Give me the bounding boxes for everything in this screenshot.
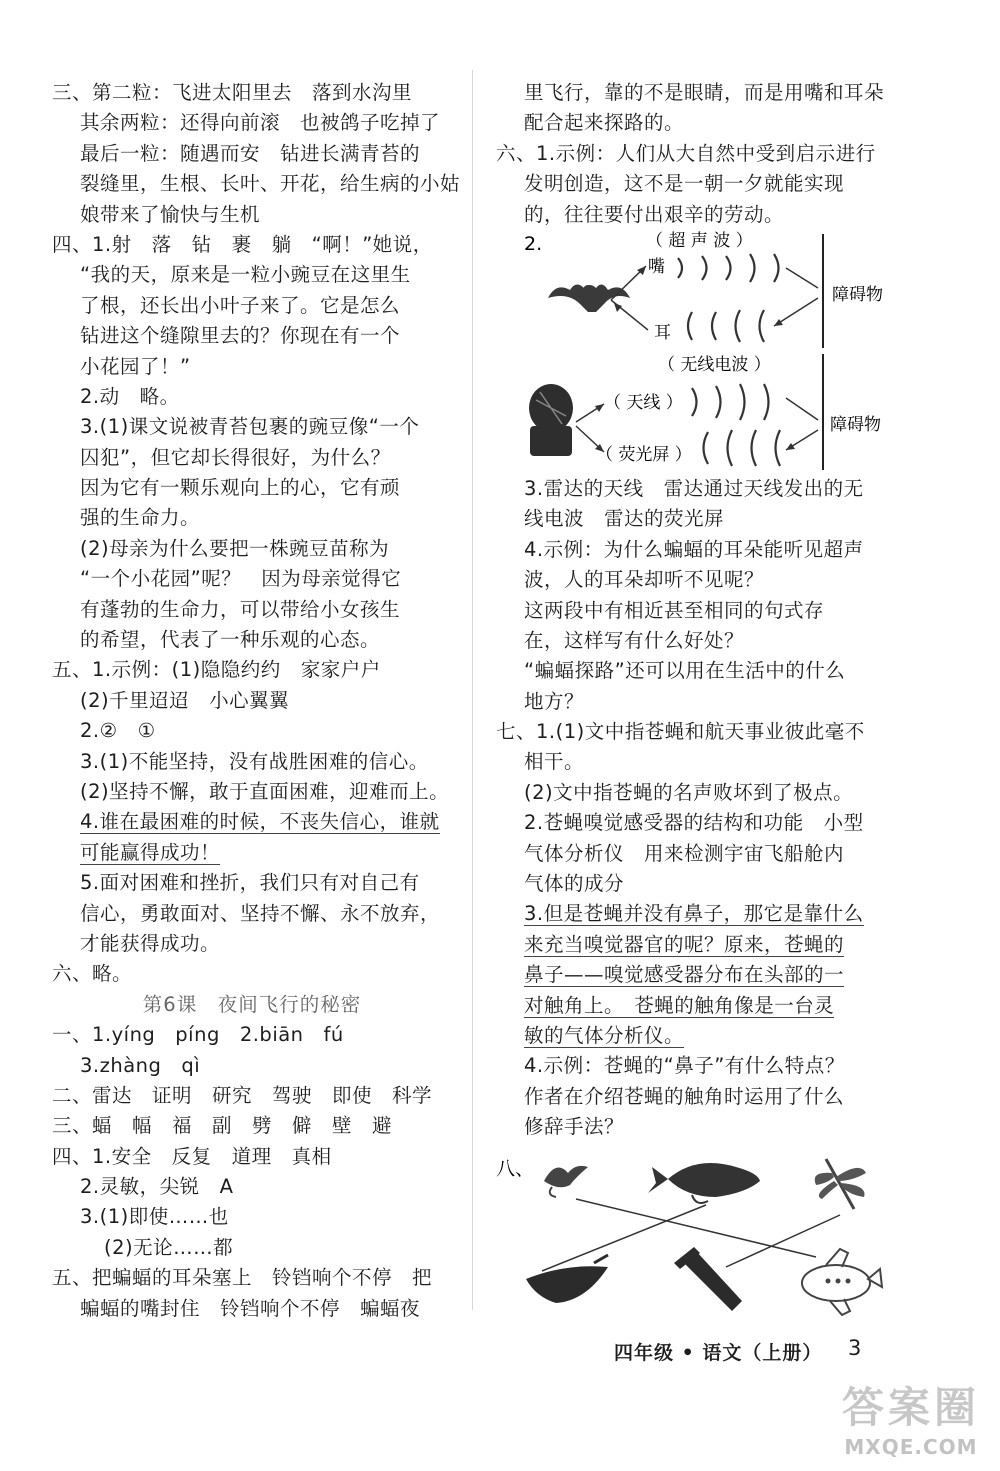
left-answer-line (52, 352, 452, 382)
right-answer-line (496, 778, 896, 808)
right-answer-line-text: 2.苍蝇嗅觉感受器的结构和功能 小型 (524, 811, 864, 835)
left-answer-line-text: 可能赢得成功！ (80, 840, 221, 864)
left-answer-line-text: “一个小花园”呢？ 因为母亲觉得它 (80, 567, 402, 591)
radio-wave-label: （ 无线电波 ） (658, 354, 771, 375)
left-answer-line-text: 信心，勇敢面对、坚持不懈、永不放弃， (80, 901, 441, 925)
left-answer-line (52, 230, 452, 260)
left-answer-line (52, 838, 452, 868)
right-answer-line-text: 六、1.示例：人们从大自然中受到启示进行 (496, 141, 876, 165)
right-answer-line (496, 200, 896, 230)
right-answer-line (496, 474, 896, 504)
right-answer-line (496, 139, 896, 169)
left-answer-line-text: 有蓬勃的生命力，可以带给小女孩生 (80, 597, 401, 621)
right-answer-line-text: 在，这样写有什么好处？ (524, 628, 745, 652)
left-answer-line-text: 三、蝠 幅 福 副 劈 僻 壁 避 (52, 1114, 393, 1138)
left-answer-line (52, 1202, 452, 1232)
boat-icon (526, 1255, 608, 1303)
right-answer-line-text: 这两段中有相近甚至相同的句式存 (524, 598, 825, 622)
bird-icon (544, 1165, 588, 1196)
left-answer-line (52, 1142, 452, 1172)
left-answer-line-text: 的希望，代表了一种乐观的心态。 (80, 628, 381, 652)
right-answer-line (496, 899, 896, 929)
left-column (52, 78, 461, 1324)
left-answer-line-text: 2.② ① (80, 719, 156, 743)
left-answer-line (52, 716, 452, 746)
screen-label: （ 荧光屏 ） (596, 444, 692, 465)
returning-waves (688, 310, 764, 342)
right-answer-line-text: 3.但是苍蝇并没有鼻子，那它是靠什么 (524, 902, 864, 926)
column-divider (472, 70, 473, 1310)
left-answer-line (52, 108, 452, 138)
left-answer-line-text: 其余两粒：还得向前滚 也被鸽子吃掉了 (80, 111, 441, 135)
right-answer-line-text: 配合起来探路的。 (524, 111, 685, 135)
bat-diagram (496, 230, 896, 352)
right-answer-line-text: 气体的成分 (524, 872, 625, 896)
radar-icon (529, 384, 573, 456)
returning-radio-waves (704, 430, 781, 466)
right-answer-line (496, 717, 896, 747)
left-answer-line (52, 1233, 452, 1263)
left-answer-line (52, 595, 452, 625)
left-answer-line-text: 六、略。 (52, 962, 133, 986)
right-answer-line-text: 线电波 雷达的荧光屏 (524, 507, 725, 531)
left-answer-line (52, 1294, 452, 1324)
left-answer-line-text: 三、第二粒：飞进太阳里去 落到水沟里 (52, 81, 413, 104)
left-answer-line-text: “我的天，原来是一粒小豌豆在这里生 (80, 263, 411, 287)
right-answer-line-text: 3.雷达的天线 雷达通过天线发出的无 (524, 476, 864, 500)
right-answer-line-text: 修辞手法？ (524, 1115, 625, 1139)
left-answer-line-text: 四、1.安全 反复 道理 真相 (52, 1144, 332, 1168)
left-answer-line (52, 777, 452, 807)
right-top-lines (496, 78, 896, 230)
left-answer-line (52, 503, 452, 533)
left-answer-line (52, 1081, 452, 1111)
left-answer-line-text: 2.灵敏，尖锐 A (80, 1175, 234, 1199)
left-answer-line-text: 了根，还长出小叶子来了。它是怎么 (80, 293, 401, 317)
right-answer-line (496, 108, 896, 138)
right-answer-line (496, 535, 896, 565)
left-answer-line-text: 4.谁在最困难的时候，不丧失信心，谁就 (80, 810, 440, 834)
left-answer-line (52, 78, 452, 108)
left-answer-line-text: 3.zhàng qì (80, 1053, 201, 1077)
right-answer-line (496, 839, 896, 869)
right-answer-line-text: 里飞行，靠的不是眼睛，而是用嘴和耳朵 (524, 81, 885, 104)
watermark-url: MXQE.COM (844, 1435, 978, 1459)
left-answer-line-text: 五、把蝙蝠的耳朵塞上 铃铛响个不停 把 (52, 1266, 433, 1290)
left-answer-line (52, 1172, 452, 1202)
right-answer-line-text: 鼻子——嗅觉感受器分布在头部的一 (524, 963, 845, 987)
right-answer-line (496, 687, 896, 717)
left-answer-line (52, 747, 452, 777)
right-answer-line (496, 596, 896, 626)
right-answer-line (496, 169, 896, 199)
left-answer-line (52, 959, 452, 989)
left-answer-line-text: (2)无论……都 (104, 1235, 234, 1259)
left-answer-line-text: 娘带来了愉快与生机 (80, 202, 261, 226)
page-footer: 四年级 • 语文（上册） (614, 1342, 823, 1364)
left-answer-line-text: 五、1.示例：(1)隐隐约约 家家户户 (52, 658, 381, 682)
matching-svg (496, 1151, 896, 1327)
ear-label: 耳 (654, 322, 671, 343)
left-answer-line (52, 625, 452, 655)
left-answer-line-text: 二、雷达 证明 研究 驾驶 即使 科学 (52, 1083, 433, 1107)
left-answer-line-text: 蝙蝠的嘴封住 铃铛响个不停 蝙蝠夜 (80, 1296, 421, 1320)
ultrasound-label: （ 超 声 波 ） (646, 230, 753, 251)
right-answer-line (496, 1051, 896, 1081)
left-answer-line (52, 473, 452, 503)
right-answer-line-text: 发明创造，这不是一朝一夕就能实现 (524, 172, 845, 196)
detector-icon (674, 1247, 742, 1311)
right-answer-line (496, 991, 896, 1021)
right-answer-line-text: 波，人的耳朵却听不见呢？ (524, 568, 765, 592)
right-answer-line-text: 气体分析仪 用来检测宇宙飞船舱内 (524, 841, 845, 865)
outgoing-radio-waves (692, 384, 769, 420)
right-answer-line (496, 565, 896, 595)
right-answer-line-text: 对触角上。 苍蝇的触角像是一台灵 (524, 993, 835, 1017)
left-answer-line-text: 最后一粒：随遇而安 钻进长满青苔的 (80, 141, 421, 165)
fish-icon (648, 1163, 760, 1203)
left-answer-line (52, 412, 452, 442)
left-answer-line (52, 1051, 452, 1081)
left-answer-line (52, 929, 452, 959)
left-answer-line (52, 655, 452, 685)
obstacle-label: 障碍物 (832, 284, 883, 305)
left-answer-line (52, 443, 452, 473)
left-answer-line (52, 1111, 452, 1141)
outgoing-waves (678, 254, 779, 282)
right-answer-line-text: 相干。 (524, 750, 585, 774)
right-answer-line (496, 960, 896, 990)
right-answer-line-text: 敏的气体分析仪。 (524, 1023, 685, 1047)
right-answer-line (496, 1082, 896, 1112)
right-answer-line-text: 的，往往要付出艰辛的劳动。 (524, 202, 785, 226)
left-answer-line-text: 囚犯”，但它却长得很好，为什么？ (80, 445, 391, 469)
right-answer-line-text: 七、1.(1)文中指苍蝇和航天事业彼此毫不 (496, 720, 865, 744)
left-answer-line (52, 1263, 452, 1293)
left-answer-line-text: 5.面对困难和挫折，我们只有对自己有 (80, 871, 420, 895)
right-answer-line (496, 78, 896, 108)
right-answer-line (496, 747, 896, 777)
bat-diagram-svg (496, 230, 896, 352)
left-answer-line-text: 强的生命力。 (80, 506, 201, 530)
right-answer-line-text: 作者在介绍苍蝇的触角时运用了什么 (524, 1084, 845, 1108)
left-answer-line-text: 裂缝里，生根、长叶、开花，给生病的小姑 (80, 172, 461, 196)
right-answer-line-text: 4.示例：苍蝇的“鼻子”有什么特点？ (524, 1054, 845, 1078)
left-answer-line (52, 807, 452, 837)
left-answer-line (52, 1020, 452, 1050)
right-answer-line (496, 504, 896, 534)
left-answer-line-text: (2)千里迢迢 小心翼翼 (80, 688, 290, 712)
right-answer-line-text: (2)文中指苍蝇的名声败坏到了极点。 (524, 780, 854, 804)
watermark-logo: 答案圈 (841, 1383, 980, 1432)
right-answer-line (496, 1021, 896, 1051)
left-answer-line-text: 四、1.射 落 钻 裹 躺 “啊！”她说， (52, 232, 433, 256)
left-answer-line (52, 291, 452, 321)
left-answer-line (52, 899, 452, 929)
right-answer-line (496, 1112, 896, 1142)
matching-label: 八、 (496, 1157, 535, 1180)
matching-exercise (496, 1151, 896, 1327)
left-answer-line-text: 2.动 略。 (80, 384, 180, 408)
radar-obstacle-label: 障碍物 (830, 414, 881, 435)
left-answer-line-text: 一、1.yíng píng 2.biān fú (52, 1023, 344, 1047)
right-answer-line-text: “蝙蝠探路”还可以用在生活中的什么 (524, 659, 846, 683)
left-answer-line-text: 钻进这个缝隙里去的？你现在有一个 (80, 324, 401, 348)
left-answer-line (52, 990, 452, 1020)
radar-diagram (496, 352, 896, 474)
right-answer-line (496, 626, 896, 656)
left-answer-line-text: 3.(1)课文说被青苔包裹的豌豆像“一个 (80, 415, 420, 439)
page-number: 3 (848, 1336, 862, 1360)
mouth-label: 嘴 (648, 256, 665, 277)
antenna-label: （ 天线 ） (604, 392, 683, 413)
left-answer-line-text: 第6课 夜间飞行的秘密 (142, 992, 362, 1016)
left-answer-line (52, 534, 452, 564)
right-answer-line (496, 808, 896, 838)
left-answer-line-text: 才能获得成功。 (80, 931, 221, 955)
left-answer-line-text: 因为它有一颗乐观向上的心，它有顽 (80, 476, 401, 500)
left-answer-line (52, 382, 452, 412)
left-answer-line (52, 686, 452, 716)
right-answer-line (496, 656, 896, 686)
left-answer-line-text: 3.(1)不能坚持，没有战胜困难的信心。 (80, 749, 429, 773)
bat-diagram-number: 2. (524, 232, 543, 255)
right-answer-line-text: 4.示例：为什么蝙蝠的耳朵能听见超声 (524, 537, 864, 561)
left-answer-line-text: 3.(1)即使……也 (80, 1205, 229, 1229)
airplane-icon (802, 1249, 882, 1315)
left-answer-line (52, 139, 452, 169)
right-answer-line (496, 869, 896, 899)
radar-diagram-svg (496, 352, 896, 474)
left-answer-line (52, 169, 461, 199)
left-answer-line (52, 564, 452, 594)
right-column (496, 78, 896, 1327)
right-bottom-lines (496, 474, 896, 1143)
dragonfly-icon (815, 1159, 866, 1209)
left-answer-line (52, 260, 452, 290)
left-answer-line (52, 200, 452, 230)
right-answer-line (496, 930, 896, 960)
right-answer-line-text: 来充当嗅觉器官的呢？原来，苍蝇的 (524, 932, 845, 956)
left-answer-line (52, 868, 452, 898)
watermark (842, 1375, 980, 1459)
left-answer-line-text: (2)母亲为什么要把一株豌豆苗称为 (80, 536, 390, 560)
left-answer-line (52, 321, 452, 351)
left-answer-line-text: 小花园了！” (80, 354, 191, 378)
left-answer-line-text: (2)坚持不懈，敢于直面困难，迎难而上。 (80, 779, 450, 803)
right-answer-line-text: 地方？ (524, 689, 585, 713)
